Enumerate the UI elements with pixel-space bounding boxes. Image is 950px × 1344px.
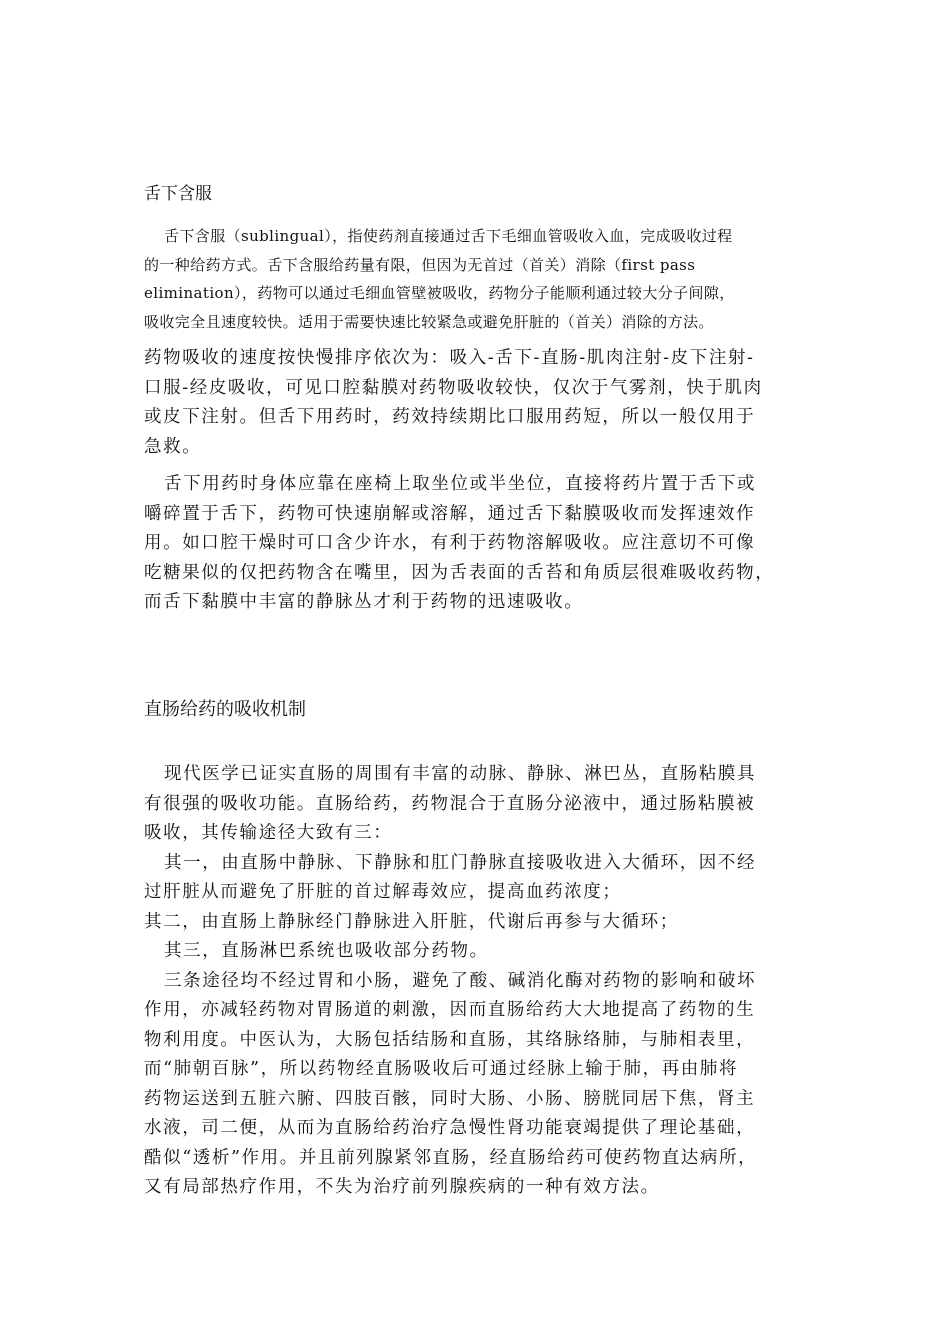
text-line: 又有局部热疗作用，不失为治疗前列腺疾病的一种有效方法。 <box>144 1177 660 1197</box>
paragraph-sublingual-definition <box>144 222 808 336</box>
section-heading-sublingual: 舌下含服 <box>144 184 212 204</box>
text-line: 其三，直肠淋巴系统也吸收部分药物。 <box>164 941 489 961</box>
text-line: 其一，由直肠中静脉、下静脉和肛门静脉直接吸收进入大循环，因不经 <box>164 852 757 873</box>
text-line: 吸收，其传输途径大致有三： <box>144 823 393 843</box>
text-line: 三条途径均不经过胃和小肠，避免了酸、碱消化酶对药物的影响和破坏 <box>164 970 757 991</box>
section-heading-rectal: 直肠给药的吸收机制 <box>144 699 306 720</box>
text-line: 吸收完全且速度较快。适用于需要快速比较紧急或避免肝脏的（首关）消除的方法。 <box>144 312 714 331</box>
text-line: 药物吸收的速度按快慢排序依次为：吸入-舌下-直肠-肌肉注射-皮下注射- <box>144 348 755 368</box>
text-line: 有很强的吸收功能。直肠给药，药物混合于直肠分泌液中，通过肠粘膜被 <box>144 793 756 814</box>
text-line: 物利用度。中医认为，大肠包括结肠和直肠，其络脉络肺，与肺相表里， <box>144 1029 756 1050</box>
text-line: 药物运送到五脏六腑、四肢百骸，同时大肠、小肠、膀胱同居下焦，肾主 <box>144 1088 756 1109</box>
text-line: 作用，亦减轻药物对胃肠道的刺激，因而直肠给药大大地提高了药物的生 <box>144 1000 756 1020</box>
text-line: elimination），药物可以通过毛细血管壁被吸收，药物分子能顺利通过较大分子间隙， <box>144 284 735 302</box>
text-line: 用。如口腔干燥时可口含少许水，有利于药物溶解吸收。应注意切不可像 <box>144 533 756 553</box>
text-line: 水液，司二便，从而为直肠给药治疗急慢性肾功能衰竭提供了理论基础， <box>144 1118 756 1138</box>
text-line: 其二，由直肠上静脉经门静脉进入肝脏，代谢后再参与大循环； <box>144 911 679 932</box>
text-line: 口服-经皮吸收，可见口腔黏膜对药物吸收较快，仅次于气雾剂，快于肌肉 <box>144 377 763 398</box>
text-line: 的一种给药方式。舌下含服给药量有限，但因为无首过（首关）消除（first pass <box>144 255 696 274</box>
text-line: 酷似“透析”作用。并且前列腺紧邻直肠，经直肠给药可使药物直达病所， <box>144 1147 758 1168</box>
text-line: 舌下含服（sublingual），指使药剂直接通过舌下毛细血管吸收入血，完成吸收过程 <box>164 227 733 245</box>
paragraph-rectal-mechanism <box>144 760 808 1203</box>
paragraph-absorption-speed <box>144 344 808 462</box>
text-line: 而“肺朝百脉”，所以药物经直肠吸收后可通过经脉上输于肺，再由肺将 <box>144 1059 739 1079</box>
text-line: 或皮下注射。但舌下用药时，药效持续期比口服用药短，所以一般仅用于 <box>144 407 756 427</box>
paragraph-sublingual-usage <box>144 470 808 618</box>
text-line: 吃糖果似的仅把药物含在嘴里，因为舌表面的舌苔和角质层很难吸收药物， <box>144 562 775 583</box>
text-line: 过肝脏从而避免了肝脏的首过解毒效应，提高血药浓度； <box>144 882 622 902</box>
text-line: 而舌下黏膜中丰富的静脉丛才利于药物的迅速吸收。 <box>144 592 584 612</box>
text-line: 舌下用药时身体应靠在座椅上取坐位或半坐位，直接将药片置于舌下或 <box>164 474 757 494</box>
text-line: 嚼碎置于舌下，药物可快速崩解或溶解，通过舌下黏膜吸收而发挥速效作 <box>144 503 756 524</box>
text-line: 现代医学已证实直肠的周围有丰富的动脉、静脉、淋巴丛，直肠粘膜具 <box>164 764 757 784</box>
text-line: 急救。 <box>144 436 202 457</box>
